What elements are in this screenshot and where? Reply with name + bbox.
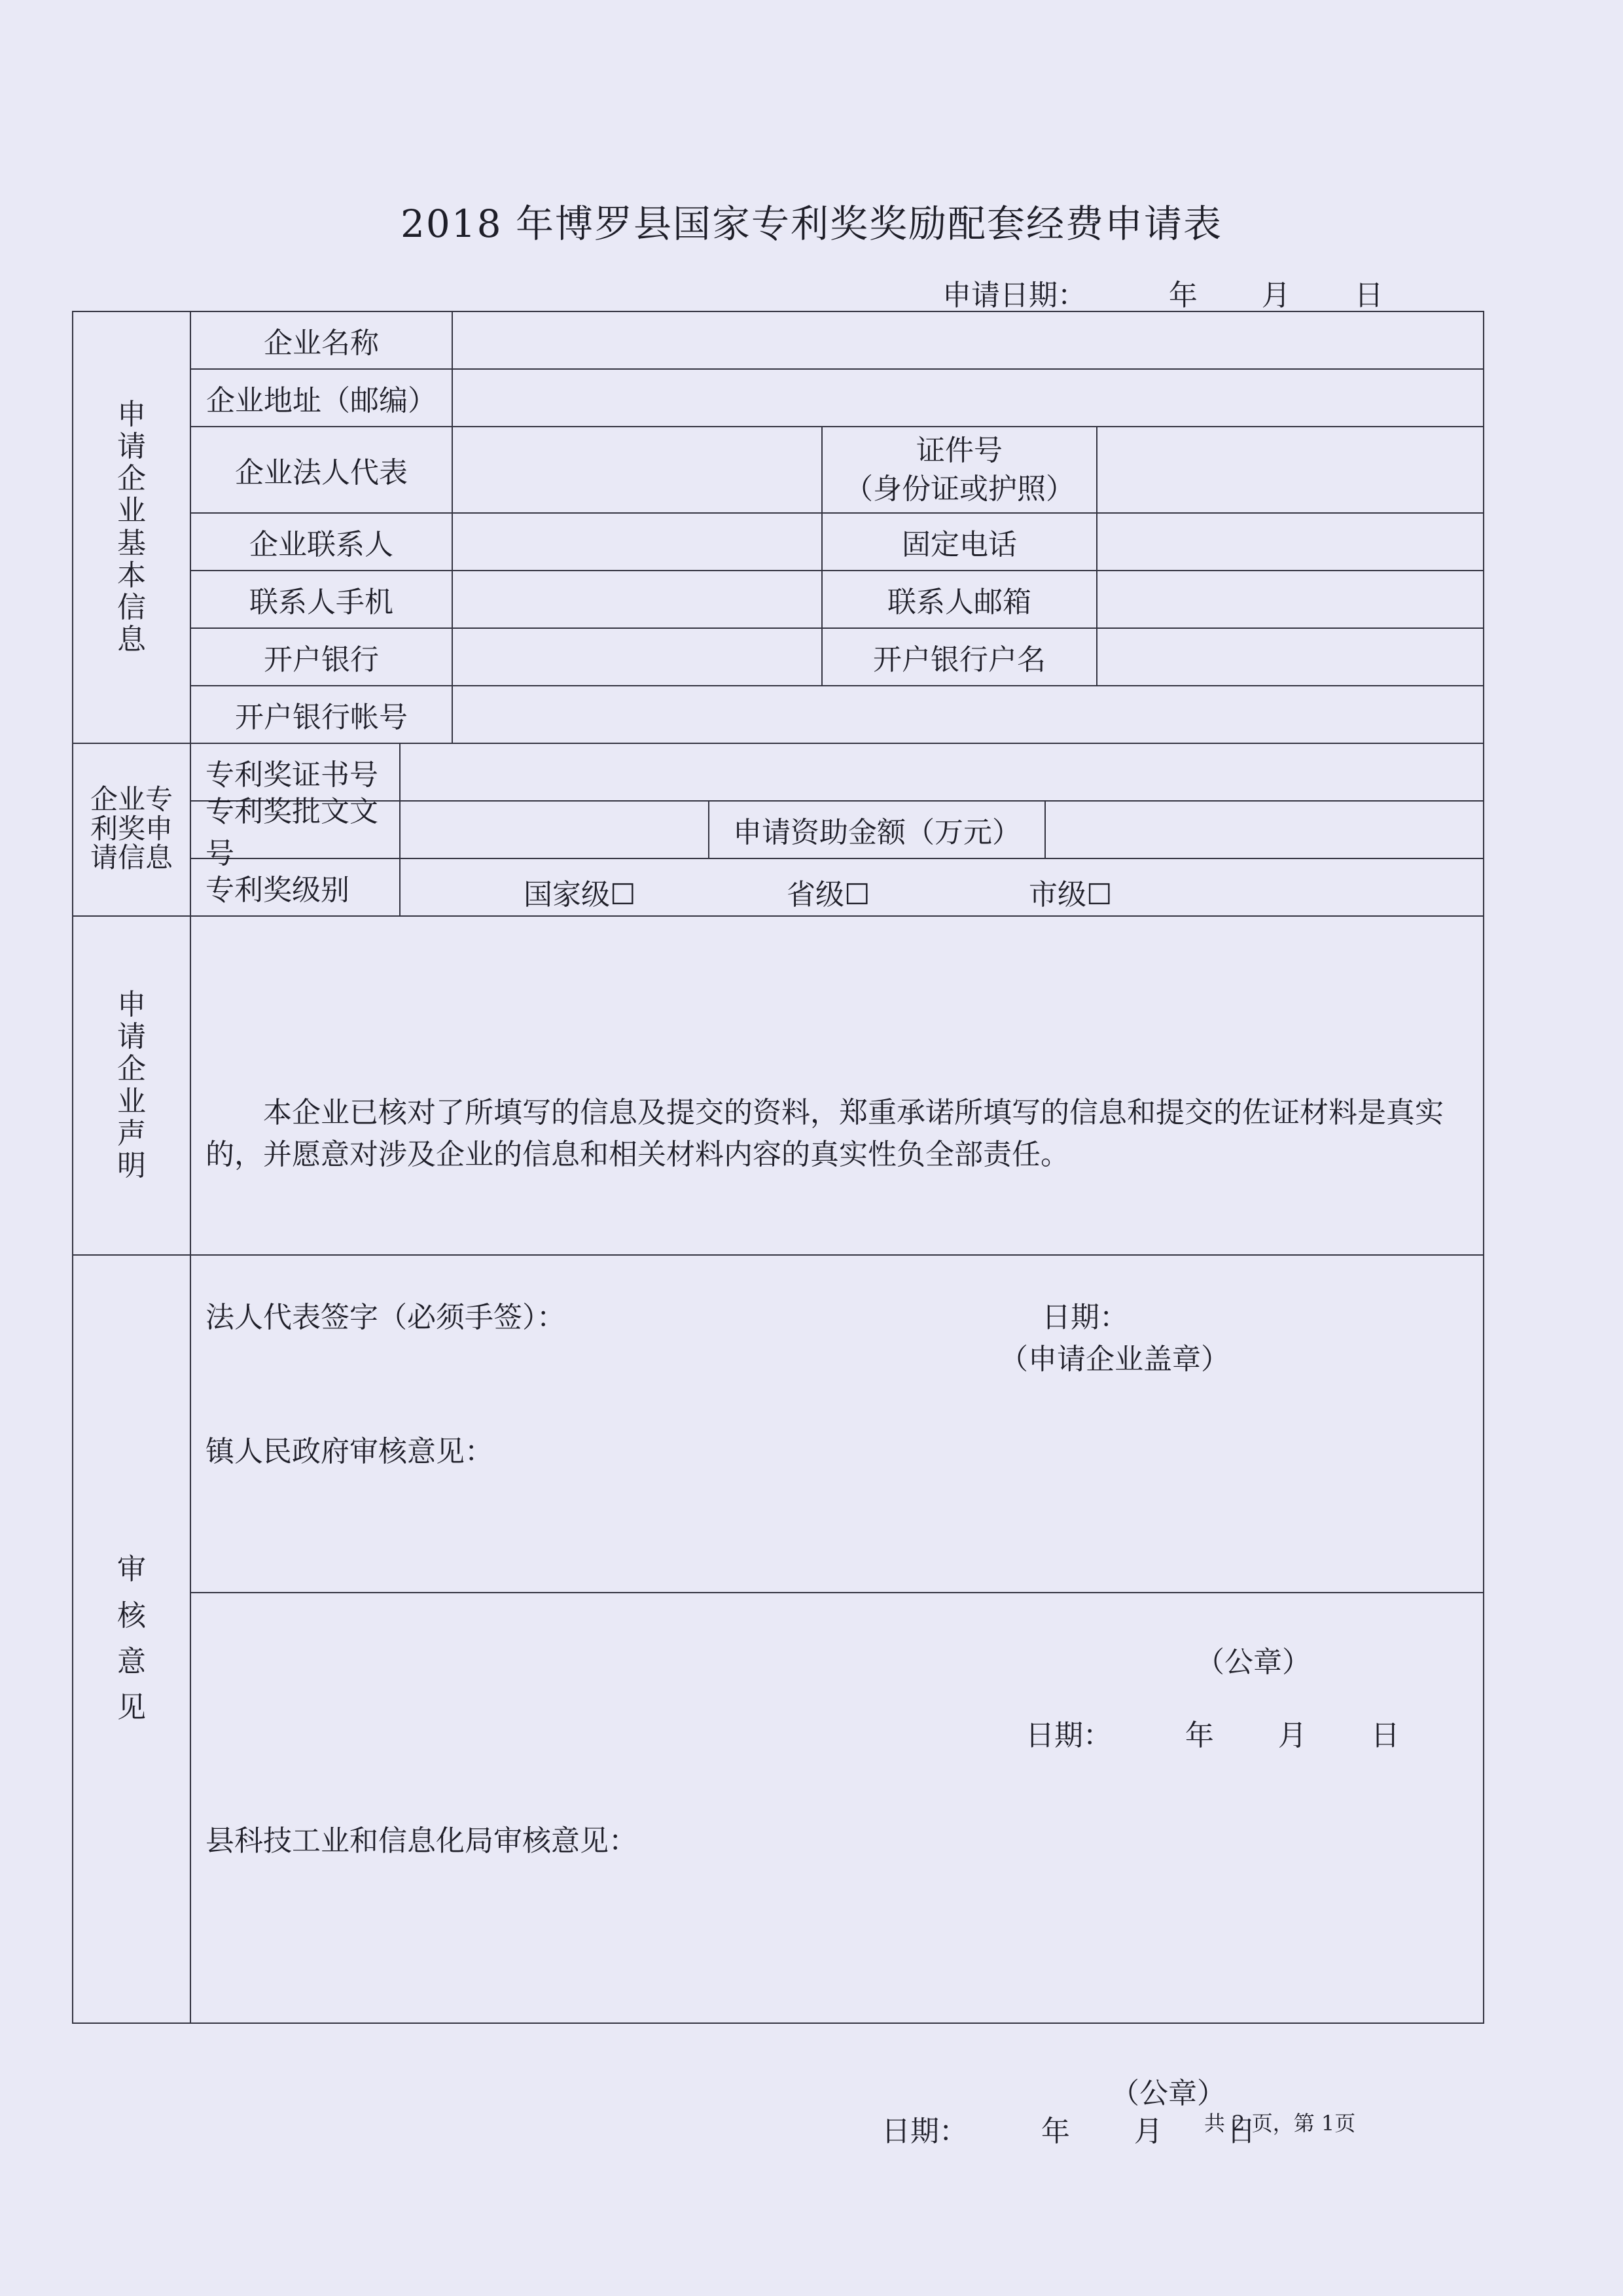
checkbox-national[interactable]: 国家级☐ <box>524 878 636 911</box>
label-company-name: 企业名称 <box>190 311 452 369</box>
declaration-date-label: 日期： <box>1042 1301 1128 1334</box>
label-approval-no: 专利奖批文文号 <box>191 802 401 858</box>
label-legal-rep: 企业法人代表 <box>190 427 452 513</box>
county-review-date: 日期： 年 月 日 <box>882 2115 1256 2148</box>
section-patent-info: 企业专利奖申请信息 <box>73 743 190 916</box>
section-company-info: 申请企业基本信息 <box>73 311 190 743</box>
section-declaration: 申请企业声明 <box>73 916 190 1255</box>
county-seal-label: （公章） <box>1111 2077 1226 2110</box>
input-landline[interactable] <box>1097 513 1484 571</box>
apply-date: 申请日期： 年 月 日 <box>942 279 1383 312</box>
county-review-title: 县科技工业和信息化局审核意见： <box>205 1824 637 1858</box>
town-seal-label: （公章） <box>1196 1646 1311 1679</box>
checkbox-city[interactable]: 市级☐ <box>1029 878 1113 911</box>
input-legal-rep[interactable] <box>452 427 822 513</box>
section-review: 审核意见 <box>73 1255 190 2023</box>
label-funding-amount: 申请资助金额（万元） <box>709 802 1046 858</box>
label-award-level: 专利奖级别 <box>191 859 401 915</box>
label-cert-no: 专利奖证书号 <box>191 744 401 800</box>
input-cert-no[interactable] <box>401 744 1483 800</box>
label-mobile: 联系人手机 <box>190 571 452 628</box>
input-email[interactable] <box>1097 571 1484 628</box>
label-bank: 开户银行 <box>190 628 452 686</box>
input-funding-amount[interactable] <box>1046 802 1483 858</box>
input-id-number[interactable] <box>1097 427 1484 513</box>
label-landline: 固定电话 <box>822 513 1097 571</box>
label-contact: 企业联系人 <box>190 513 452 571</box>
input-company-address[interactable] <box>452 369 1484 427</box>
town-review-title: 镇人民政府审核意见： <box>205 1435 493 1468</box>
input-bank[interactable] <box>452 628 822 686</box>
label-id-number: 证件号 （身份证或护照） <box>822 427 1097 513</box>
company-seal-label: （申请企业盖章） <box>999 1343 1230 1376</box>
label-account-no: 开户银行帐号 <box>190 686 452 743</box>
page-title: 2018 年博罗县国家专利奖奖励配套经费申请表 <box>400 202 1223 246</box>
label-email: 联系人邮箱 <box>822 571 1097 628</box>
input-contact[interactable] <box>452 513 822 571</box>
input-approval-no[interactable] <box>401 802 709 858</box>
input-account-no[interactable] <box>452 686 1484 743</box>
input-company-name[interactable] <box>452 311 1484 369</box>
checkbox-provincial[interactable]: 省级☐ <box>787 878 870 911</box>
signature-label: 法人代表签字（必须手签）： <box>205 1301 565 1334</box>
input-account-name[interactable] <box>1097 628 1484 686</box>
input-mobile[interactable] <box>452 571 822 628</box>
label-account-name: 开户银行户名 <box>822 628 1097 686</box>
page-footer: 共 2 页，第 1页 <box>1204 2111 1356 2136</box>
town-review-date: 日期： 年 月 日 <box>1026 1719 1400 1752</box>
label-company-address: 企业地址（邮编） <box>190 369 452 427</box>
declaration-text: 本企业已核对了所填写的信息及提交的资料，郑重承诺所填写的信息和提交的佐证材料是真实的，并愿意对涉及企业的信息和相关材料内容的真实性负全部责任。 <box>205 1096 1444 1171</box>
